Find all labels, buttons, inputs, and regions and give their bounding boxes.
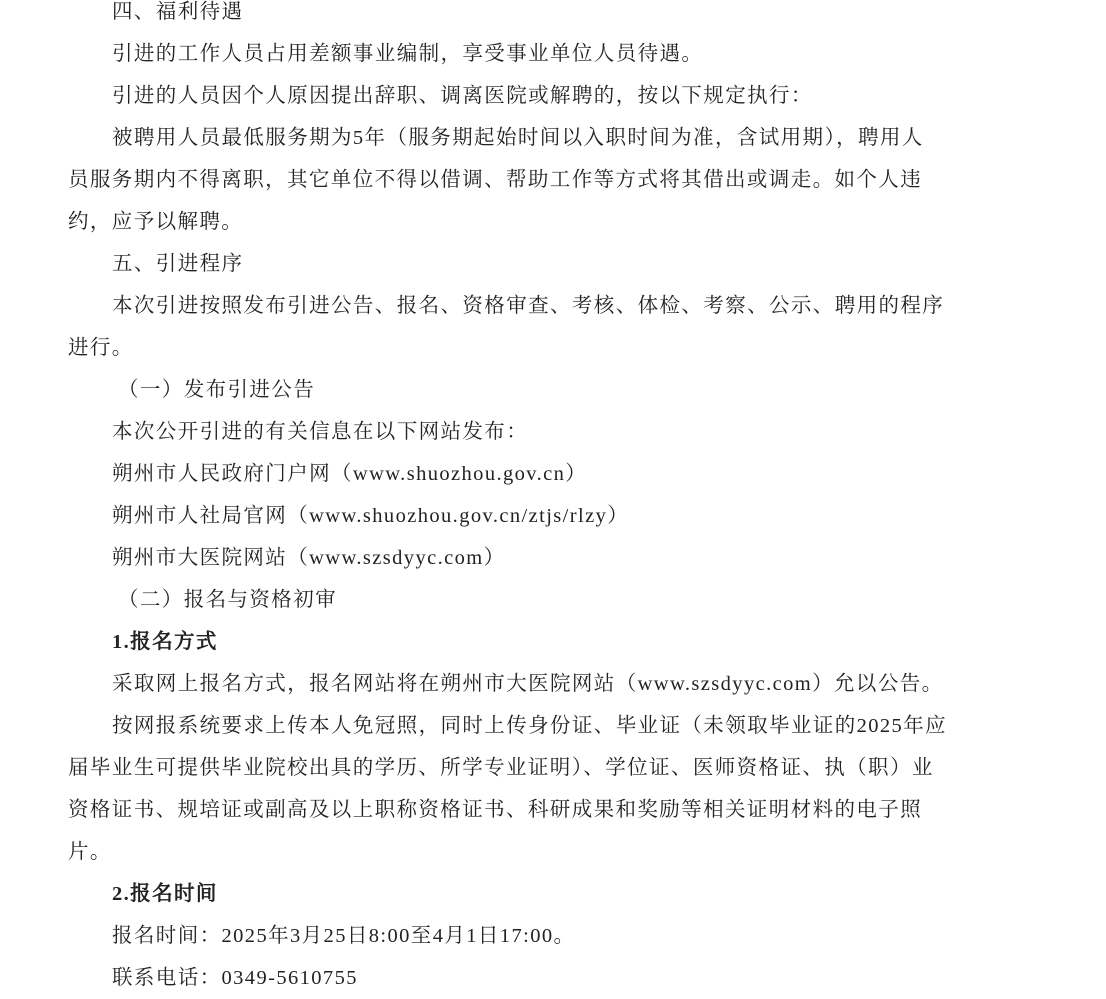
document-body <box>68 0 948 999</box>
text-line: 资格证书、规培证或副高及以上职称资格证书、科研成果和奖励等相关证明材料的电子照 <box>68 799 923 821</box>
text-line: 被聘用人员最低服务期为5年（服务期起始时间以入职时间为准，含试用期），聘用人 <box>112 127 924 149</box>
paragraph <box>68 915 948 957</box>
text-line: 进行。 <box>68 337 134 359</box>
paragraph <box>68 537 948 579</box>
text-line: 按网报系统要求上传本人免冠照，同时上传身份证、毕业证（未领取毕业证的2025年应 <box>112 715 947 737</box>
text-line: 约，应予以解聘。 <box>68 211 244 233</box>
text-line: 1.报名方式 <box>112 631 218 653</box>
text-line: 片。 <box>68 841 112 863</box>
text-line: 本次公开引进的有关信息在以下网站发布： <box>112 421 529 443</box>
text-line: 2.报名时间 <box>112 883 218 905</box>
text-line: 采取网上报名方式，报名网站将在朔州市大医院网站（www.szsdyyc.com）允以公告。 <box>112 673 944 695</box>
text-line: 引进的工作人员占用差额事业编制，享受事业单位人员待遇。 <box>112 43 704 65</box>
text-line: 本次引进按照发布引进公告、报名、资格审查、考核、体检、考察、公示、聘用的程序 <box>112 295 945 317</box>
text-line: 届毕业生可提供毕业院校出具的学历、所学专业证明）、学位证、医师资格证、执（职）业 <box>68 757 934 779</box>
text-line: （二）报名与资格初审 <box>118 589 337 611</box>
paragraph <box>68 369 948 411</box>
paragraph <box>68 285 948 369</box>
paragraph <box>68 663 948 705</box>
text-line: 引进的人员因个人原因提出辞职、调离医院或解聘的，按以下规定执行： <box>112 85 813 107</box>
text-line: 报名时间：2025年3月25日8:00至4月1日17:00。 <box>112 925 576 947</box>
text-line: 朔州市大医院网站（www.szsdyyc.com） <box>112 547 506 569</box>
text-line: 五、引进程序 <box>112 253 244 275</box>
text-line: 四、福利待遇 <box>112 1 244 23</box>
paragraph <box>68 411 948 453</box>
paragraph <box>68 243 948 285</box>
text-line: （一）发布引进公告 <box>118 379 316 401</box>
text-line: 朔州市人社局官网（www.shuozhou.gov.cn/ztjs/rlzy） <box>112 505 630 527</box>
paragraph <box>68 33 948 75</box>
text-line: 员服务期内不得离职，其它单位不得以借调、帮助工作等方式将其借出或调走。如个人违 <box>68 169 923 191</box>
paragraph <box>68 0 948 33</box>
paragraph <box>68 495 948 537</box>
paragraph <box>68 873 948 915</box>
paragraph <box>68 621 948 663</box>
paragraph <box>68 117 948 243</box>
paragraph <box>68 579 948 621</box>
paragraph <box>68 75 948 117</box>
paragraph <box>68 705 948 873</box>
paragraph <box>68 453 948 495</box>
text-line: 联系电话：0349-5610755 <box>112 967 358 989</box>
text-line: 朔州市人民政府门户网（www.shuozhou.gov.cn） <box>112 463 588 485</box>
paragraph <box>68 957 948 999</box>
